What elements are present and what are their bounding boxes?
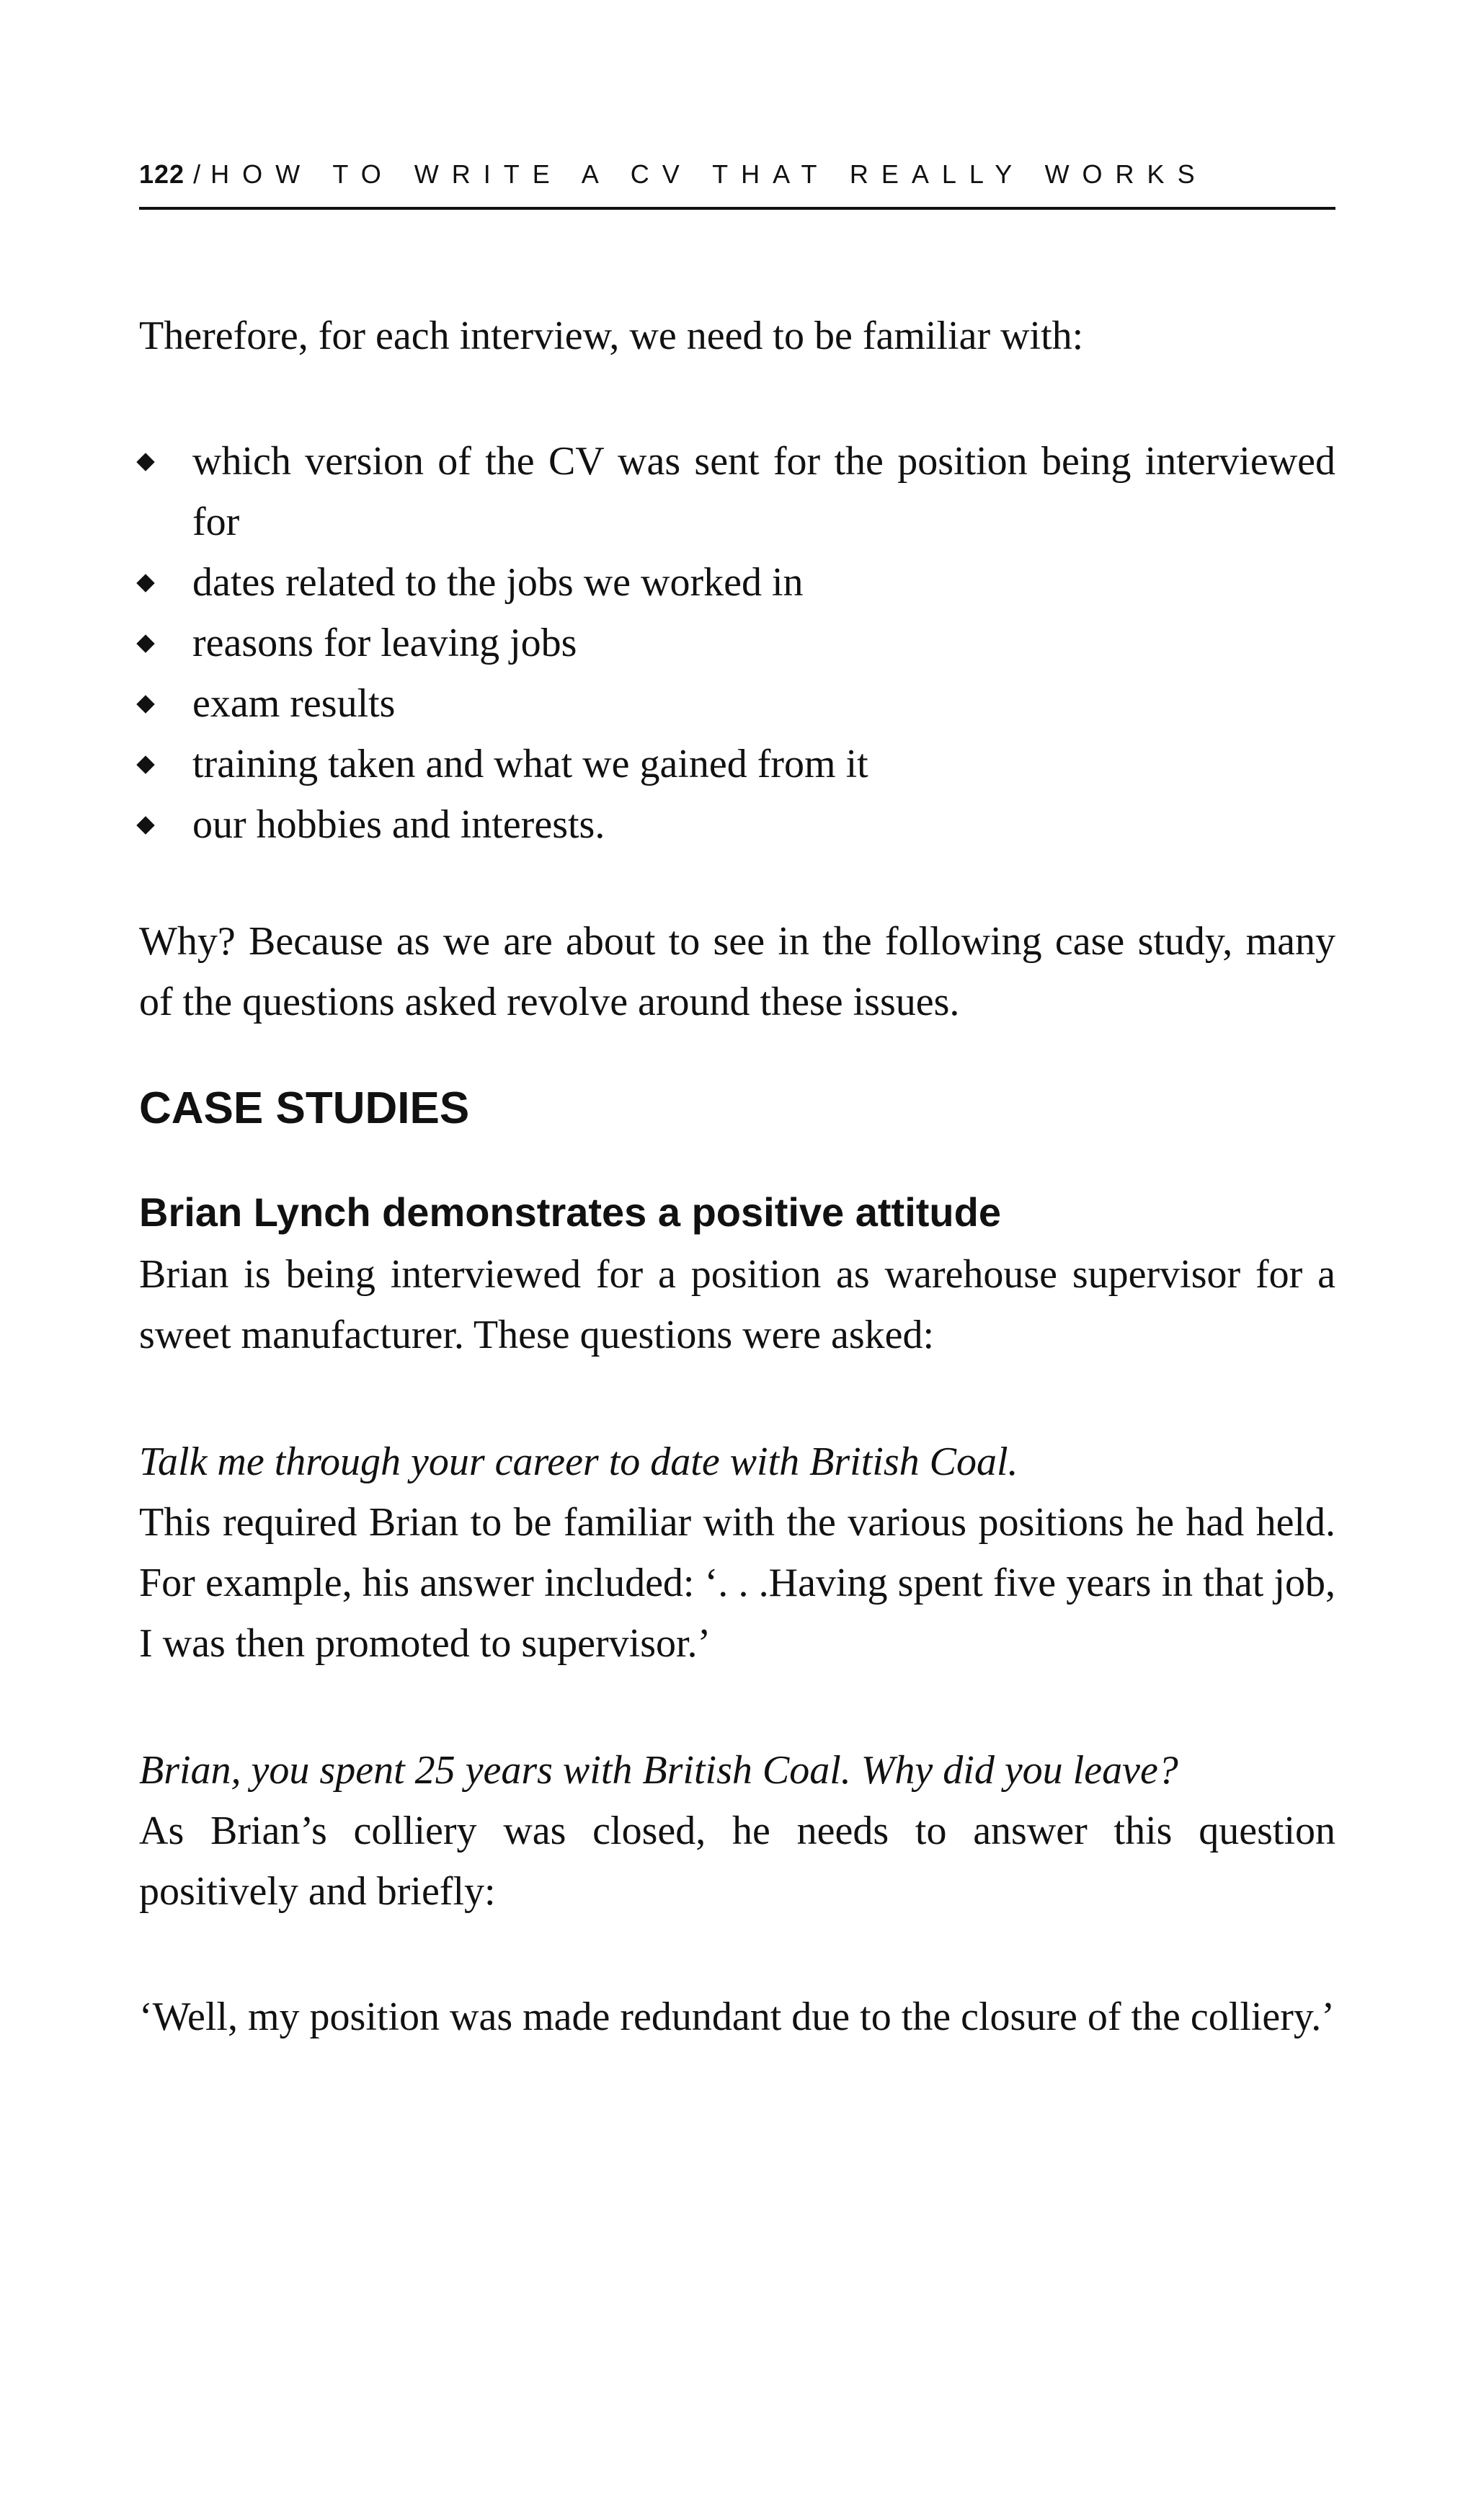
running-header <box>139 160 1335 189</box>
list-item-text: which version of the CV was sent for the position being interviewed for <box>192 439 1335 544</box>
why-paragraph: Why? Because as we are about to see in the following case study, many of the questions asked revolve around these issues. <box>139 919 1335 1024</box>
book-title: HOW TO WRITE A CV THAT REALLY WORKS <box>210 159 1208 189</box>
list-item <box>139 734 1335 794</box>
interview-question-1: Talk me through your career to date with British Coal. <box>139 1439 1018 1484</box>
quoted-answer: ‘Well, my position was made redundant due to the closure of the colliery.’ <box>139 1995 1335 2039</box>
list-item <box>139 552 1335 613</box>
diamond-bullet-icon <box>136 755 154 773</box>
interview-question-2: Brian, you spent 25 years with British Coal. Why did you leave? <box>139 1748 1178 1793</box>
list-item <box>139 794 1335 855</box>
list-item-text: exam results <box>192 681 396 726</box>
diamond-bullet-icon <box>136 453 154 471</box>
header-rule <box>139 207 1335 210</box>
familiarity-list <box>139 431 1335 855</box>
list-item-text: reasons for leaving jobs <box>192 621 577 665</box>
diamond-bullet-icon <box>136 816 154 834</box>
section-heading: CASE STUDIES <box>139 1083 470 1133</box>
list-item-text: training taken and what we gained from it <box>192 742 868 786</box>
diamond-bullet-icon <box>136 695 154 713</box>
header-separator: / <box>193 159 201 189</box>
answer-paragraph-2: As Brian’s colliery was closed, he needs to answer this question positively and briefly: <box>139 1809 1335 1914</box>
list-item <box>139 613 1335 673</box>
list-item <box>139 673 1335 734</box>
diamond-bullet-icon <box>136 574 154 592</box>
list-item-text: our hobbies and interests. <box>192 802 605 847</box>
case-study-intro: Brian is being interviewed for a position as warehouse supervisor for a sweet manufacturer. These questions were asked: <box>139 1252 1335 1357</box>
page-number: 122 <box>139 159 185 189</box>
answer-paragraph-1: This required Brian to be familiar with the various positions he had held. For example, his answer included: ‘. . .Having spent five years in that job, I was then promoted to supervisor.’ <box>139 1500 1335 1666</box>
intro-paragraph: Therefore, for each interview, we need to be familiar with: <box>139 314 1084 358</box>
diamond-bullet-icon <box>136 634 154 652</box>
list-item-text: dates related to the jobs we worked in <box>192 560 804 605</box>
case-study-heading: Brian Lynch demonstrates a positive attitude <box>139 1189 1001 1235</box>
list-item <box>139 431 1335 552</box>
